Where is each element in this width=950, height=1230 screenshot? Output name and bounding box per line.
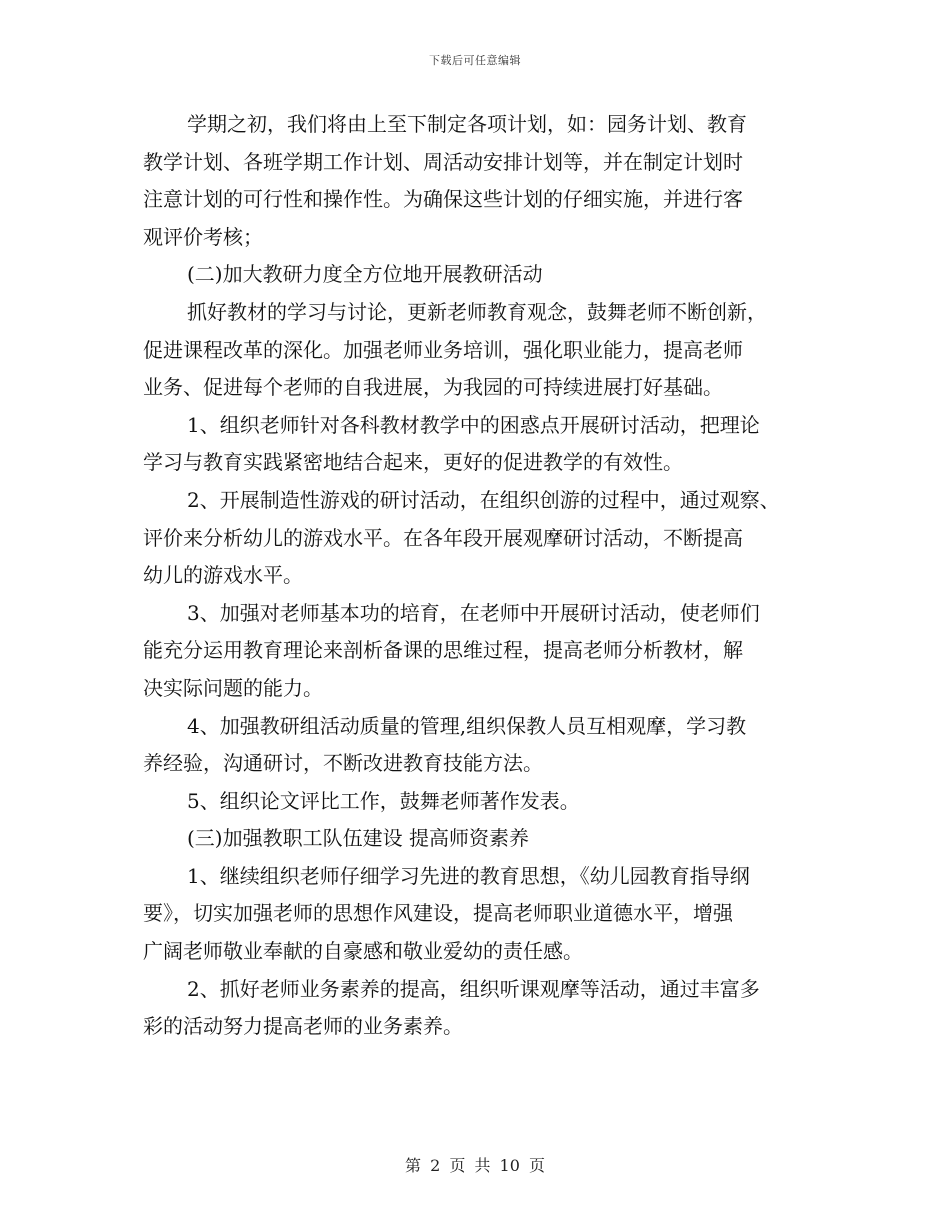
text-line: 评价来分析幼儿的游戏水平。在各年段开展观摩研讨活动，不断提高: [143, 525, 743, 550]
text-line: 学期之初，我们将由上至下制定各项计划，如：园务计划、教育: [187, 112, 747, 136]
text-line: 学习与教育实践紧密地结合起来，更好的促进教学的有效性。: [143, 450, 683, 475]
text-line: 5、组织论文评比工作，鼓舞老师著作发表。: [187, 788, 580, 813]
text-line: 决实际问题的能力。: [143, 675, 323, 700]
text-line: 彩的活动努力提高老师的业务素养。: [143, 1014, 463, 1039]
text-line: 养经验，沟通研讨，不断改进教育技能方法。: [143, 751, 543, 776]
text-line: 2、抓好老师业务素养的提高，组织听课观摩等活动，通过丰富多: [187, 976, 760, 1001]
text-line: (二)加大教研力度全方位地开展教研活动: [187, 262, 543, 287]
text-line: 促进课程改革的深化。加强老师业务培训，强化职业能力，提高老师: [143, 337, 743, 362]
text-line: 幼儿的游戏水平。: [143, 563, 303, 588]
text-line: 1、组织老师针对各科教材教学中的困惑点开展研讨活动，把理论: [187, 412, 760, 437]
document-body: [143, 106, 823, 1046]
text-line: 2、开展制造性游戏的研讨活动，在组织创游的过程中，通过观察、: [187, 487, 780, 512]
text-line: 要》，切实加强老师的思想作风建设，提高老师职业道德水平，增强: [143, 901, 733, 926]
text-line: 广阔老师敬业奉献的自豪感和敬业爱幼的责任感。: [143, 939, 583, 964]
text-line: (三)加强教职工队伍建设 提高师资素养: [187, 826, 529, 851]
text-line: 1、继续组织老师仔细学习先进的教育思想，《幼儿园教育指导纲: [187, 863, 750, 888]
page-header: 下载后可任意编辑: [429, 54, 521, 67]
page-footer: 第 2 页 共 10 页: [405, 1156, 545, 1175]
text-line: 业务、促进每个老师的自我进展，为我园的可持续进展打好基础。: [143, 375, 723, 400]
text-line: 注意计划的可行性和操作性。为确保这些计划的仔细实施，并进行客: [143, 187, 743, 212]
text-line: 3、加强对老师基本功的培育，在老师中开展研讨活动，使老师们: [187, 600, 760, 625]
text-line: 教学计划、各班学期工作计划、周活动安排计划等，并在制定计划时: [143, 149, 743, 174]
text-line: 4、加强教研组活动质量的管理,组织保教人员互相观摩，学习教: [187, 713, 747, 738]
text-line: 能充分运用教育理论来剖析备课的思维过程，提高老师分析教材，解: [143, 638, 743, 663]
text-line: 抓好教材的学习与讨论，更新老师教育观念，鼓舞老师不断创新，: [187, 299, 767, 324]
text-line: 观评价考核；: [143, 224, 263, 249]
